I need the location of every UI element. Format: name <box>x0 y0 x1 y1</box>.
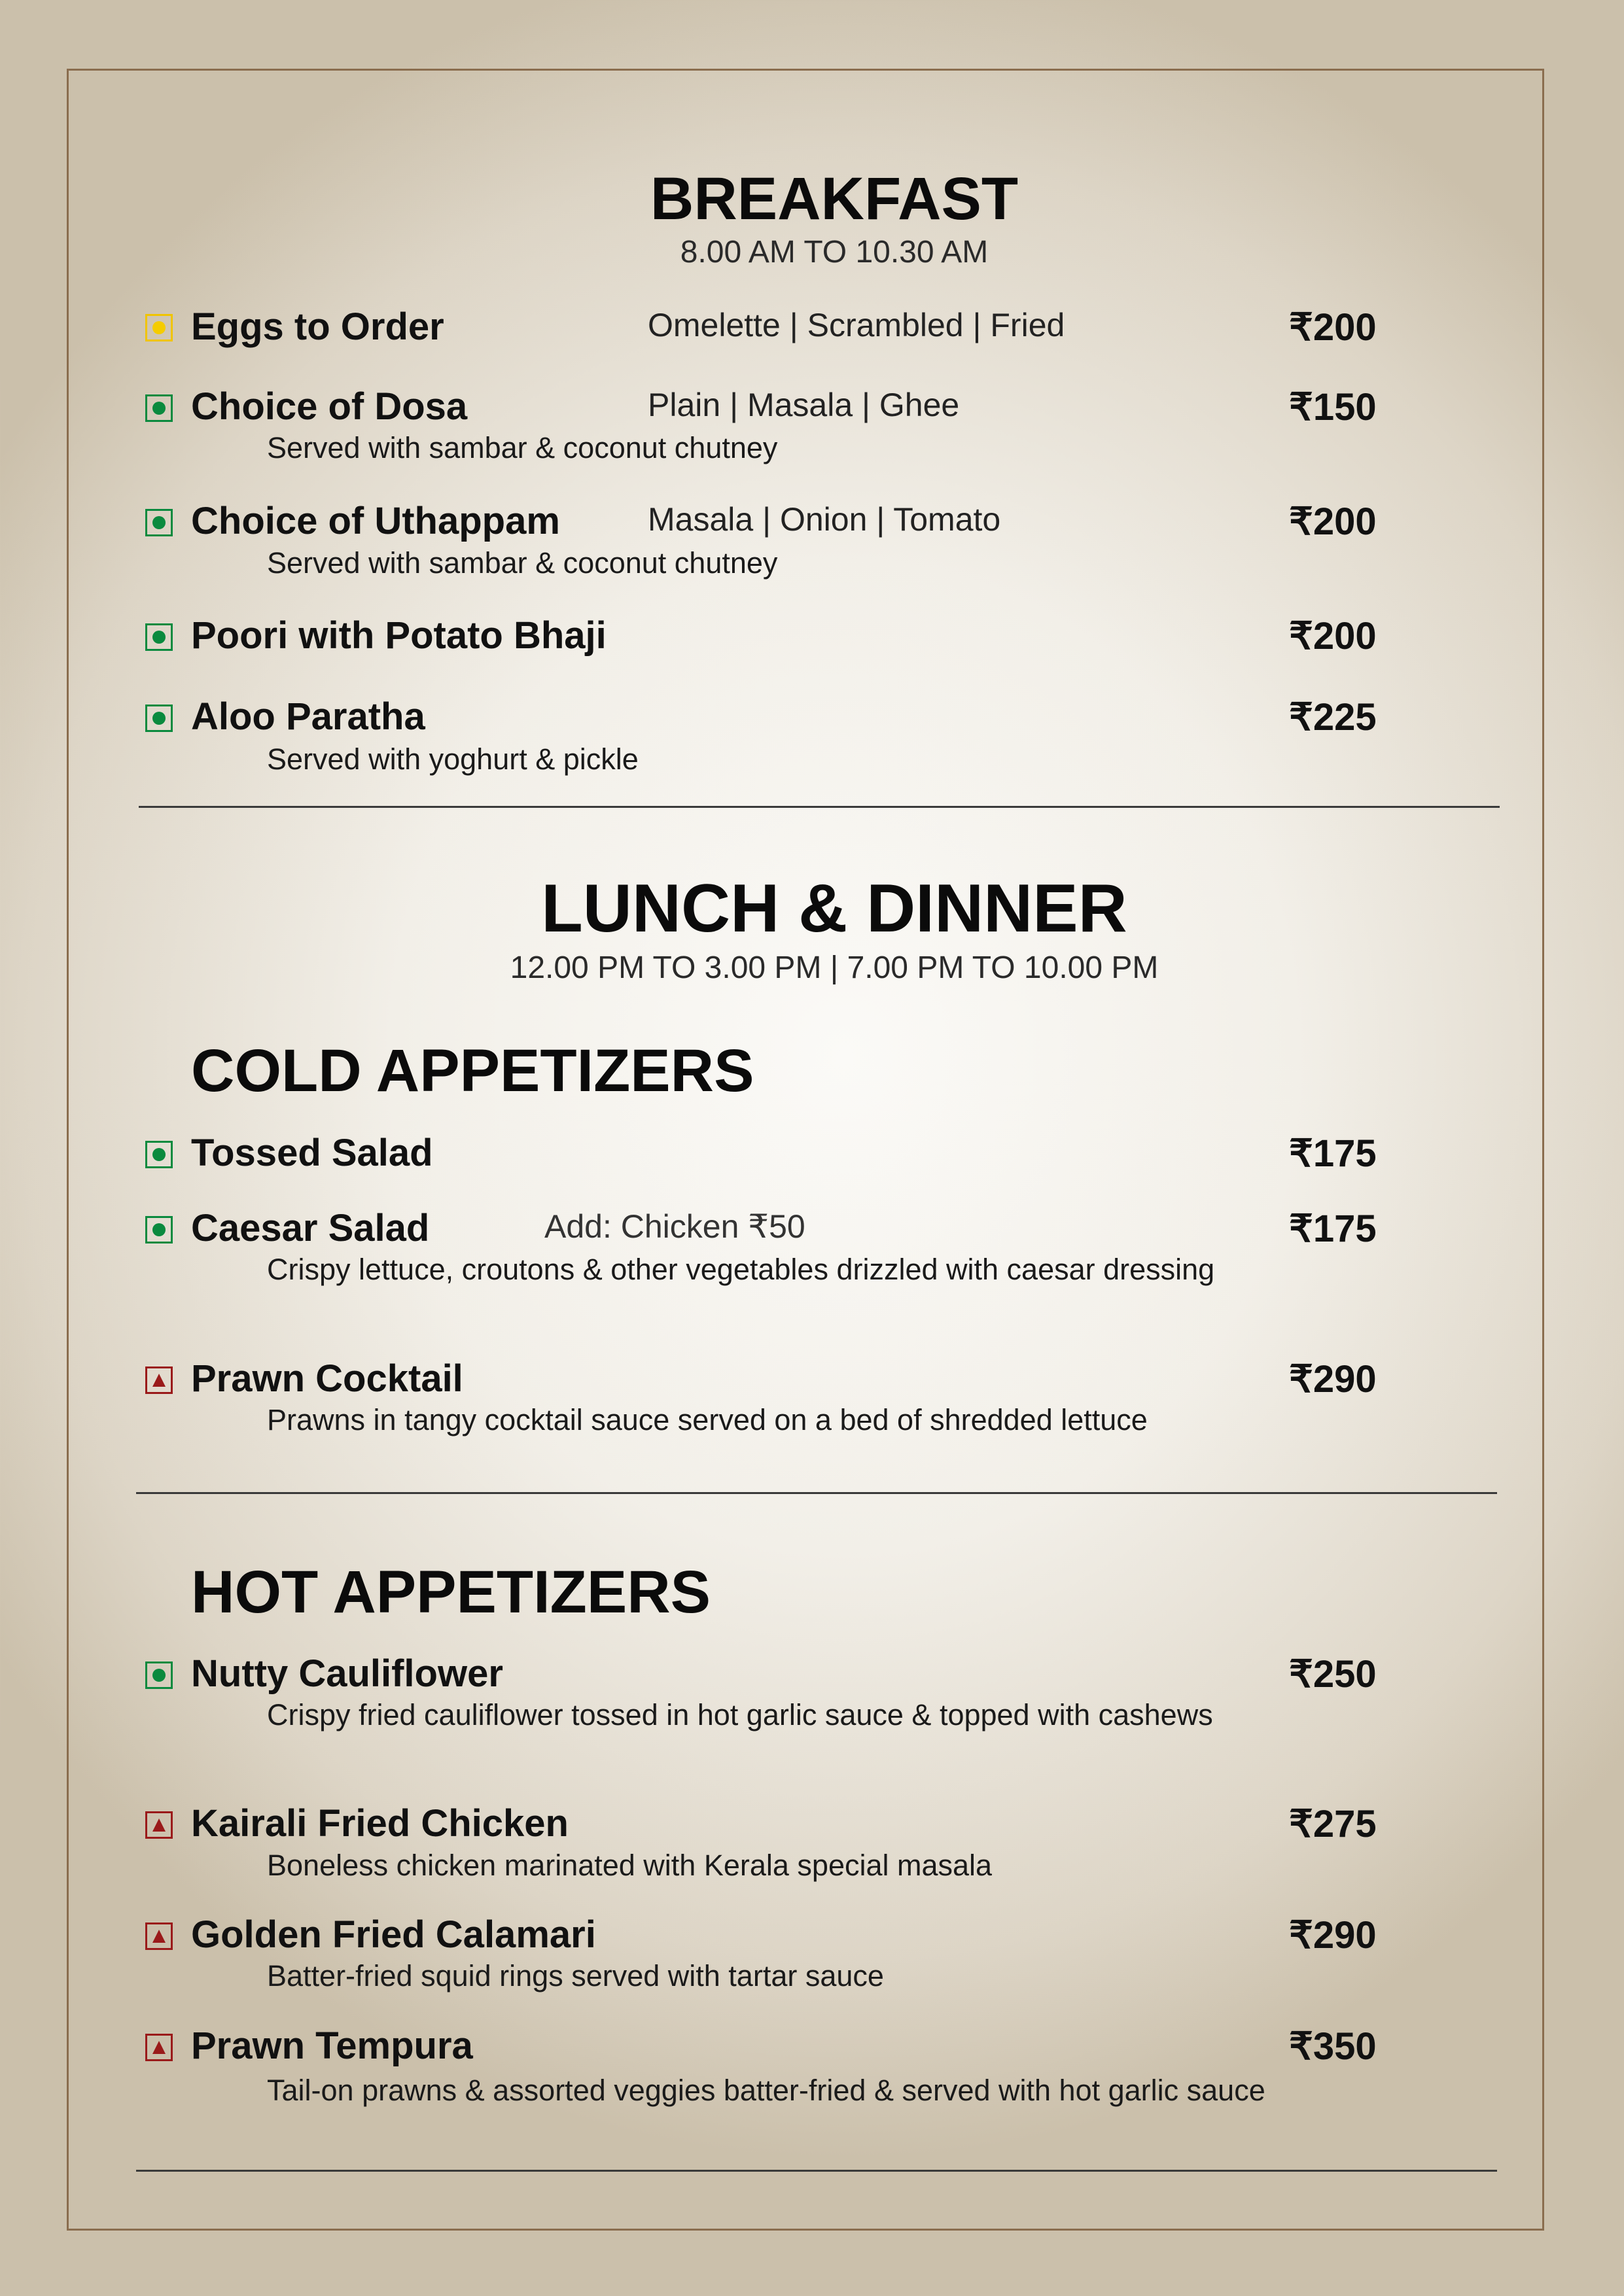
menu-item-name: Golden Fried Calamari <box>191 1913 596 1956</box>
egg-symbol-icon <box>145 314 173 341</box>
menu-item-description: Prawns in tangy cocktail sauce served on a bed of shredded lettuce <box>267 1403 1148 1436</box>
menu-item-description: Served with yoghurt & pickle <box>267 742 639 776</box>
menu-item-name: Nutty Cauliflower <box>191 1652 503 1695</box>
breakfast-title: BREAKFAST <box>650 165 1019 232</box>
non-veg-symbol-icon <box>145 2034 173 2061</box>
menu-item-options: Plain | Masala | Ghee <box>648 387 960 423</box>
menu-item-price: ₹200 <box>1289 615 1377 657</box>
menu-item-price: ₹175 <box>1289 1208 1377 1250</box>
menu-item-name: Eggs to Order <box>191 305 444 348</box>
menu-item-options: Omelette | Scrambled | Fried <box>648 307 1065 343</box>
lunch-dinner-hours: 12.00 PM TO 3.00 PM | 7.00 PM TO 10.00 PM <box>510 950 1159 985</box>
menu-item-description: Crispy lettuce, croutons & other vegetables drizzled with caesar dressing <box>267 1253 1215 1286</box>
menu-item-description: Boneless chicken marinated with Kerala special masala <box>267 1849 993 1882</box>
veg-symbol-icon <box>145 623 173 651</box>
section-divider <box>139 806 1500 808</box>
menu-item-price: ₹250 <box>1289 1653 1377 1696</box>
menu-item-price: ₹150 <box>1289 386 1377 428</box>
menu-item-price: ₹290 <box>1289 1358 1377 1400</box>
menu-item-description: Crispy fried cauliflower tossed in hot garlic sauce & topped with cashews <box>267 1698 1213 1731</box>
non-veg-symbol-icon <box>145 1922 173 1950</box>
menu-item-name: Prawn Cocktail <box>191 1357 463 1400</box>
menu-item-description: Tail-on prawns & assorted veggies batter-fried & served with hot garlic sauce <box>267 2074 1265 2107</box>
menu-item-price: ₹350 <box>1289 2025 1377 2068</box>
hot-appetizers-title: HOT APPETIZERS <box>191 1559 711 1626</box>
non-veg-symbol-icon <box>145 1811 173 1839</box>
breakfast-hours: 8.00 AM TO 10.30 AM <box>680 235 989 270</box>
menu-item-price: ₹175 <box>1289 1132 1377 1175</box>
menu-item-price: ₹200 <box>1289 306 1377 349</box>
section-divider <box>136 1492 1497 1494</box>
section-divider <box>136 2170 1497 2172</box>
menu-item-price: ₹275 <box>1289 1803 1377 1845</box>
menu-item-name: Poori with Potato Bhaji <box>191 614 607 657</box>
veg-symbol-icon <box>145 1141 173 1168</box>
menu-item-price: ₹200 <box>1289 500 1377 543</box>
menu-item-name: Prawn Tempura <box>191 2025 473 2067</box>
menu-item-options: Masala | Onion | Tomato <box>648 501 1001 538</box>
menu-item-name: Choice of Uthappam <box>191 500 560 542</box>
menu-item-description: Served with sambar & coconut chutney <box>267 431 778 464</box>
lunch-dinner-title: LUNCH & DINNER <box>541 871 1127 947</box>
menu-item-name: Kairali Fried Chicken <box>191 1802 569 1845</box>
menu-item-name: Caesar Salad <box>191 1207 430 1249</box>
menu-item-description: Served with sambar & coconut chutney <box>267 546 778 580</box>
menu-item-name: Tossed Salad <box>191 1132 433 1174</box>
menu-item-description: Batter-fried squid rings served with tartar sauce <box>267 1959 884 1992</box>
cold-appetizers-title: COLD APPETIZERS <box>191 1037 754 1104</box>
menu-item-options: Add: Chicken ₹50 <box>544 1208 805 1245</box>
veg-symbol-icon <box>145 1216 173 1244</box>
menu-item-price: ₹225 <box>1289 696 1377 739</box>
menu-item-name: Aloo Paratha <box>191 695 425 738</box>
veg-symbol-icon <box>145 704 173 732</box>
non-veg-symbol-icon <box>145 1366 173 1394</box>
menu-item-name: Choice of Dosa <box>191 385 468 428</box>
veg-symbol-icon <box>145 1661 173 1689</box>
veg-symbol-icon <box>145 509 173 536</box>
veg-symbol-icon <box>145 394 173 422</box>
menu-item-price: ₹290 <box>1289 1914 1377 1957</box>
